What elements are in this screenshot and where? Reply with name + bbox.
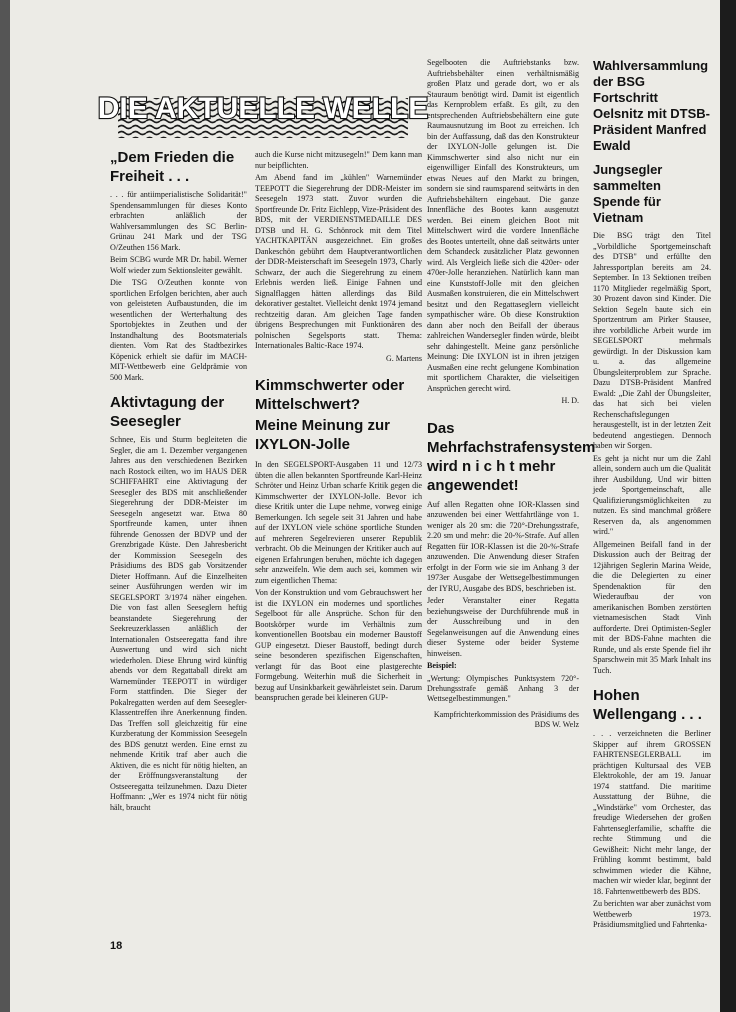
headline-ixylon: Meine Meinung zur IXYLON-Jolle xyxy=(255,417,390,453)
paragraph: auch die Kurse nicht mitzusegeln!" Dem kann man nur beipflichten. xyxy=(255,150,422,170)
author-signature: G. Martens xyxy=(386,353,422,363)
right-page-edge xyxy=(720,0,736,1012)
paragraph: . . . verzeichneten die Berliner Skipper auf ihrem GROSSEN FAHRTENSEGLERBALL im prächtigen Kultursaal des VEB Elektrokohle, der am 19. Januar 1974 stattfand. Die maritime Ausstattung der Bühne, die „Windstärke" vom Orchester, das freudige Wiedersehen der großen Fahrtenseglerfamilie, schaffte die rechte Stimmung und die Gewißheit: Nicht mehr lange, der Frühling kommt bestimmt, bald schwimmen wieder die Kähne, machen wir wieder klar, beginnt der 18. Fahrtenwettbewerb des BDS. xyxy=(593,729,711,896)
example-label: Beispiel: xyxy=(427,661,457,670)
paragraph: Zu berichten war aber zunächst vom Wettbewerb 1973. Präsidiumsmitglied und Fahrtenka- xyxy=(593,899,711,929)
headline-wahlversammlung: Wahlversammlung der BSG Fortschritt Oelsnitz mit DTSB-Präsident Manfred Ewald xyxy=(593,58,711,153)
paragraph: Am Abend fand im „kühlen" Warnemünder TEEPOTT die Siegerehrung der DDR-Meister im Seesegeln 1973 statt. Zuvor wurden die Sportfreunde Dr. Fritz Eichlepp, Vize-Präsident des BDS, mit der VERDIENSTMEDAILLE DES DTSB und H. G. Schönrock mit dem Titel YACHTKAPITÄN ausgezeichnet. Ein großes Dankeschön gebührt dem Hauptverantwortlichen der DDR-Meisterschaft im Seesegeln 1973, Charly Schwarz, der auch die Siegerehrung zu einem Erlebnis werden ließ. Einige Fahnen und Signalflaggen hätten allerdings das Bild dekorativer gestaltet. Vielleicht denkt 1974 jemand rechtzeitig daran. Am gleichen Tage fanden übrigens Besprechungen mit Funktionären des polnischen Segelsports statt. Thema: Internationales Baltic-Race 1974. xyxy=(255,173,422,350)
logo-text: DIE AKTUELLE WELLE xyxy=(97,92,429,125)
paragraph: Die TSG O/Zeuthen konnte von sportlichen Erfolgen berichten, aber auch von geleisteten Aufbaustunden, die im wesentlichen der Werterhaltung des Sportobjektes in Zeuthen und der Instandhaltung des Bootsmaterials dienten. Vom Rat des Stadtbezirkes Köpenick erhielt sie dafür im MACH-MIT-Wettbewerb eine Geldprämie von 500 Mark. xyxy=(110,278,247,382)
column-4 xyxy=(593,58,711,933)
article-fahrtenseglerball xyxy=(593,729,711,931)
paragraph: Von der Konstruktion und vom Gebrauchswert her ist die IXYLON ein modernes und sportliches Segelboot für alle Ansprüche. Schon für den Bootskörper wurde im Verhältnis zum konventionellen Bootsbau ein moderner Baustoff GUP eingesetzt. Dieser Baustoff, bedingt durch seine besonderen spezifischen Eigenschaften, verlangt für das Boot eine plastgerechte Formgebung. Weiterhin muß die Sicherheit in bezug auf Unsinkbarkeit gewährleistet sein. Darum beanspruchen gerade bei kleineren GUP- xyxy=(255,588,422,702)
paragraph: Es geht ja nicht nur um die Zahl allein, sondern auch um die Qualität ihrer Ausbildung. Und wir bitten jede Sportgemeinschaft, alle Qualifizierungsmöglichkeiten zu nutzen. Es sind manchmal größere Reserven da, als angenommen wird." xyxy=(593,453,711,536)
column-2 xyxy=(255,150,422,706)
page-number: 18 xyxy=(110,940,123,952)
article-continuation xyxy=(255,150,422,364)
paragraph: Schnee, Eis und Sturm begleiteten die Segler, die am 1. Dezember vergangenen Jahres aus den verschiedenen Bezirken nach Rostock eilten, wo im HAUS DER SCHIFFAHRT eine Aktivtagung der Seesegler des BDS mit anschließender Siegerehrung der DDR-Meister im Seesegeln angesetzt war. Etwa 80 Sportfreunde kamen, unter ihnen führende Genossen der BDVP und der Grenzbrigade Küste. Den Jahresbericht der Kommission Seesegeln des Präsidiums des BDS gab Vorsitzender Dieter Hoffmann. Auf die Einzelheiten seiner Ausführungen werden wir im SEGELSPORT 3/1974 näher eingehen. Die von fast allen Seeseglern heftig beanstandete Siegerehrung der Seekreuzerklassen anläßlich der Internationalen Ostseeregatta fand ihre Auswertung und wird sich nicht wiederholen. Diese Ehrung wird künftig abends vor dem Regattaball direkt am Warnemünder TEEPOTT in würdiger Form stattfinden. Die Sieger der Pokalregatten werden auf dem Seesegler-Klassentreffen ihre Anerkennung finden. Das Treffen soll gleichzeitig für eine Kurzberatung der Kommission Seesegeln des BDS genutzt werden. Eine ernst zu nehmende Kritik traf aber auch die Aktiven, die es nicht für nötig hielten, an der Eröffnungsveranstaltung der Ostseeregatta teilzunehmen. Dazu Dieter Hoffmann: „Wer es 1974 nicht für nötig hält, braucht xyxy=(110,435,247,812)
paragraph: Jeder Veranstalter einer Regatta beziehungsweise der Durchführende muß in der Ausschreibung und in den Segelanweisungen auf die Anwendung eines dieser Systeme oder beider Systeme hinweisen. xyxy=(427,596,579,658)
headline-aktivtagung: Aktivtagung der Seesegler xyxy=(110,394,225,430)
headline-jungsegler: Jungsegler sammelten Spende für Vietnam xyxy=(593,162,663,225)
article-mehrfachstrafen xyxy=(427,500,579,731)
article-oelsnitz xyxy=(593,231,711,676)
paragraph: Allgemeinen Beifall fand in der Diskussion auch der Beitrag der 12jährigen Seglerin Marina Weide, die die Delegierten zu einer Spendenaktion für den Wiederaufbau der von amerikanischen Bomben zerstörten vietnamesischen Stadt Vinh aufforderte. Drei Optimisten-Segler mit der BDS-Fahne machten die Runde, und als erste Spende fiel ihr Sparschwein mit 35 Mark Inhalt ins Tuch. xyxy=(593,539,711,675)
left-page-edge xyxy=(0,0,10,1012)
article-ixylon xyxy=(255,460,422,704)
headline-dem-frieden: „Dem Frieden die Freiheit . . . xyxy=(110,149,235,185)
headline-hohen-wellengang: Hohen Wellengang . . . xyxy=(593,687,702,723)
author-signature: Kampfrichterkommission des Präsidiums des BDS W. Welz xyxy=(433,709,579,729)
article-aktivtagung xyxy=(110,435,247,813)
headline-mehrfachstrafen: Das Mehrfachstrafensystem wird n i c h t mehr angewendet! xyxy=(427,419,596,494)
paragraph: Die BSG trägt den Titel „Vorbildliche Sportgemeinschaft des DTSB" und erfüllte den Jahressportplan bereits am 24. September. In 13 Sektionen treiben 1170 Mitglieder regelmäßig Sport, 30 Prozent davon sind Kinder. Die Sektion Segeln baute sich ein Sportzentrum am Pirker Stausee, ihre vorbildliche Arbeit wurde im SEGELSPORT mehrmals gewürdigt. In der Diskussion kam u. a. das allgemeine Übungsleiterproblem zur Sprache. Dazu DTSB-Präsident Manfred Ewald: „Die Zahl der Übungsleiter, das hat sich bei vielen Rechenschaftslegungen herausgestellt, ist in der letzten Zeit bedeutend angestiegen. Dennoch haben wir Sorgen. xyxy=(593,231,711,450)
section-logo xyxy=(97,70,429,138)
paragraph: In den SEGELSPORT-Ausgaben 11 und 12/73 übten die allen bekannten Sportfreunde Karl-Heinz Schröter und Heinz Urban scharfe Kritik gegen die Kimmschwerter der IXYLON-Jolle. Bevor ich diese Kritik unter die Lupe nehme, vorweg einige Bemerkungen. Ich segele seit 31 Jahren und habe auf der IXYLON viele schöne sportliche Stunden auf mehreren Segelrevieren unserer Republik verbracht. Ob die Meinungen der Kritiker auch auf eigenen Erfahrungen beruhen, möchte ich dagegen sehr anzweifeln. Wie dem auch sei, kommen wir zum eigentlichen Thema: xyxy=(255,460,422,585)
article-dem-frieden xyxy=(110,190,247,383)
paragraph: . . . für antiimperialistische Solidarität!" Spendensammlungen für dieses Konto erbrachten anläßlich der Wahlversammlungen des SC Berlin-Grünau 241 Mark und der TSG O/Zeuthen 156 Mark. xyxy=(110,190,247,252)
headline-kimmschwerter: Kimmschwerter oder Mittelschwert? xyxy=(255,377,405,413)
article-ixylon-continued xyxy=(427,58,579,407)
paragraph: Beim SCBG wurde MR Dr. habil. Werner Wolf wieder zum Sektionsleiter gewählt. xyxy=(110,255,247,275)
column-1 xyxy=(110,148,247,815)
author-signature: H. D. xyxy=(561,396,579,405)
paragraph: Segelbooten die Auftriebstanks bzw. Auftriebsbehälter einen verhältnismäßig großen Platz und gerade dort, wo er als Stauraum benötigt wird. Damit ist eigentlich das Kernproblem erfaßt. Es gilt, zu den entsprechenden Auftriebsbehältern eine gute Raumausnutzung im Boot zu erreichen. Ich bin der Auffassung, daß das den Konstrukteur der IXYLON-Jolle gelungen ist. Die Kimmschwerter sind also nicht nur ein eigenwilliger Einfall des Konstrukteurs, um etwas Neues auf den Markt zu bringen, sondern sie sind raumsparend seitwärts in den Auftriebsbehältern eingebaut. Die ganze Innenfläche des Bootes kann ausgenutzt werden. Bei einem gleichen Boot mit Mittelschwert wird die vordere Innenfläche des Bootes unterteilt, ohne daß seitwärts unter dem Schandeck zusätzlicher Platz gewonnen wird. Als Vergleich ließe sich die 420er- oder 470er-Jolle heranziehen. Natürlich kann man eine Kunststoff-Jolle mit den gleichen Ausmaßen konstruieren, die ein Mittelschwert besitzt und den Regattaseglern vielleicht sympathischer wäre. Ob diese Konstruktion dann aber noch den Beifall der überaus zahlreichen Wandersegler finden würde, bleibt sehr dahingestellt. Meine ganz persönliche Meinung: Die IXYLON ist in ihren jetzigen Ausmaßen eine recht gelungene Kombination mit sportlichem Charakter, die vielseitigen Ansprüchen gerecht wird. xyxy=(427,58,579,393)
column-3 xyxy=(427,58,596,733)
example-text: „Wertung: Olympisches Punktsystem 720°-Drehungsstrafe gemäß Anhang 3 der Wettsegelbestimmungen." xyxy=(427,673,579,703)
paragraph: Auf allen Regatten ohne IOR-Klassen sind anzuwenden bei einer Wettfahrtlänge von 1. weniger als 20 sm: die 720°-Drehungsstrafe, 2.20 sm und mehr: die 20-%-Strafe. Auf allen Regatten für IOR-Klassen ist die 20-%-Strafe anzuwenden. Die Anwendung dieser Strafen erfolgt in der Form wie sie im Anhang 3 der 1973er Ausgabe der Wettsegelbestimmungen der IYRU, Ausgabe des BDS, beschrieben ist. xyxy=(427,499,579,593)
